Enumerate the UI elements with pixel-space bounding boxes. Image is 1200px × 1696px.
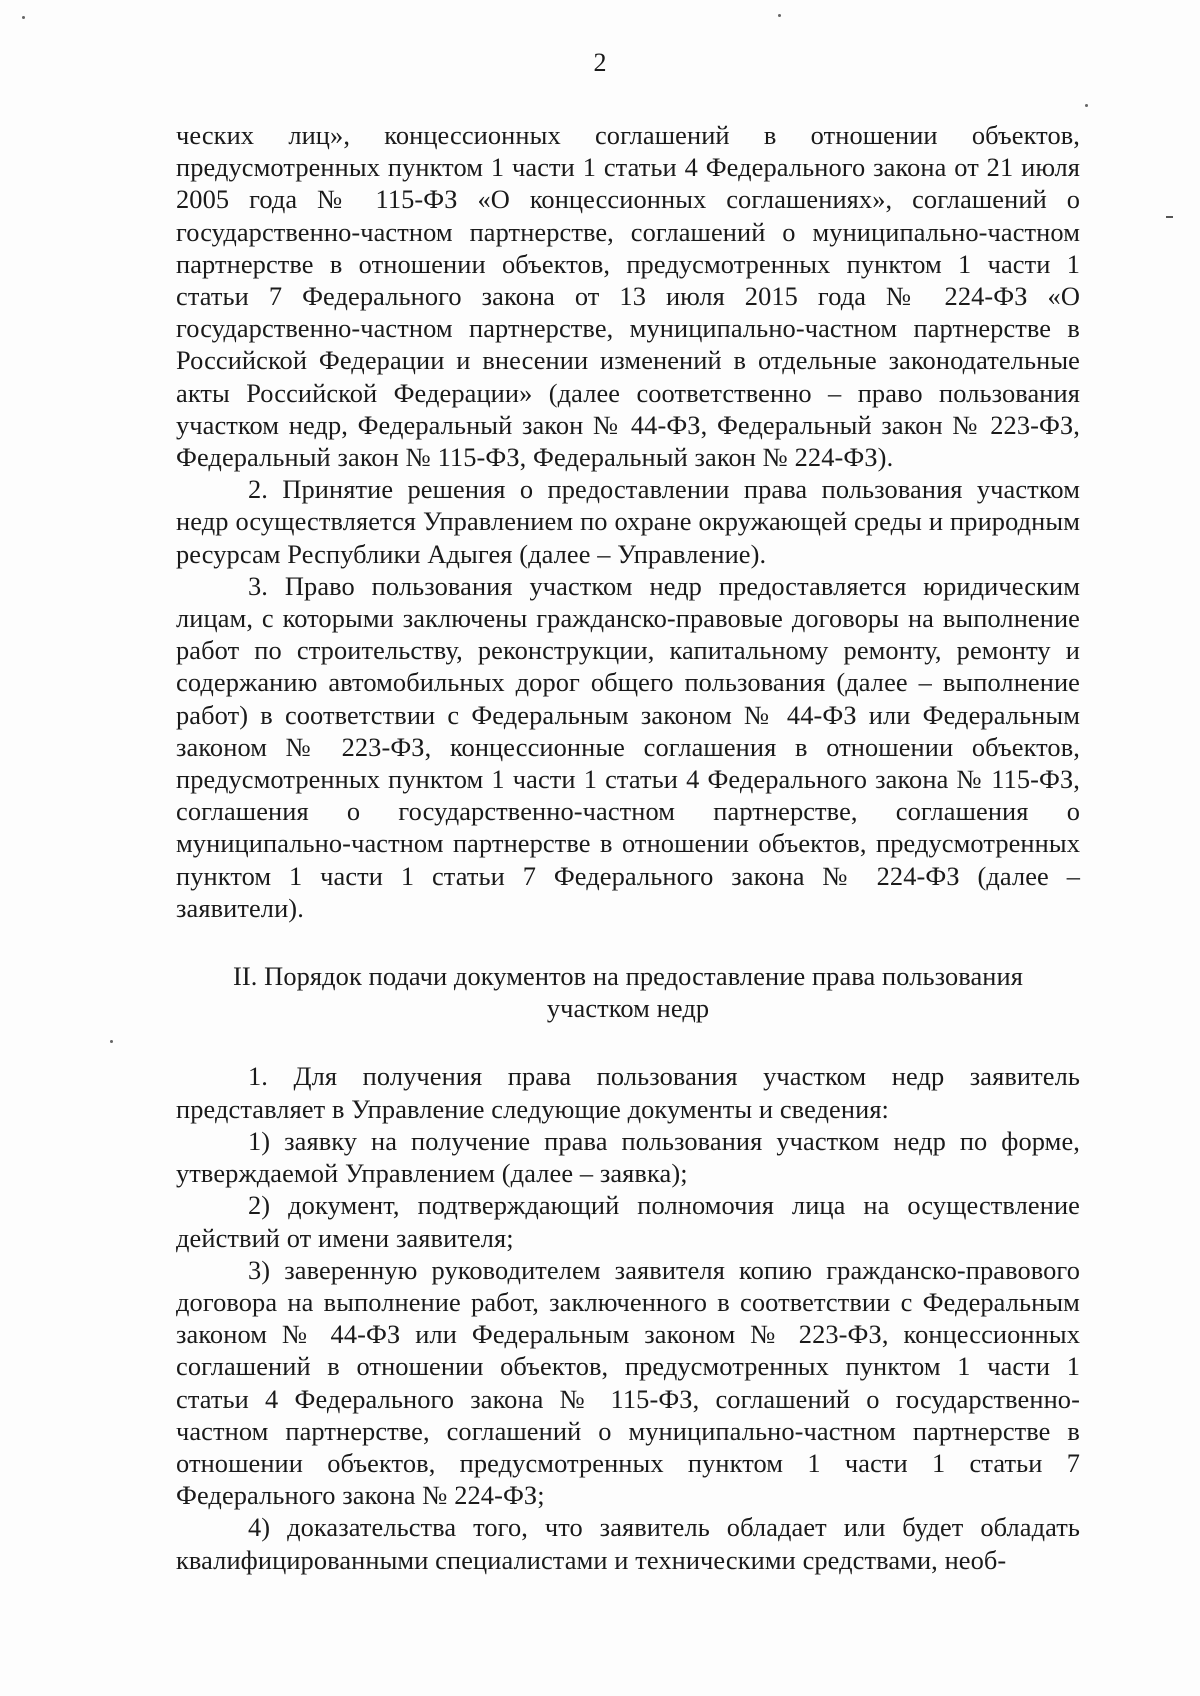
scan-speck — [1085, 104, 1088, 107]
paragraph-item-3: 3. Право пользования участком недр предоставляется юридическим лицам, с которыми заключены гражданско-правовые договоры на выполнение работ по строительству, реконструкции, капитальному ремонту, ремонту и содержанию автомобильных дорог общего пользования (далее – выполнение работ) в соответствии с Федеральным законом № 44-ФЗ или Федеральным законом № 223-ФЗ, концессионные соглашения в отношении объектов, предусмотренных пунктом 1 части 1 статьи 4 Федерального закона № 115-ФЗ, соглашения о государственно-частном партнерстве, соглашения о муниципально-частном партнерстве в отношении объектов, предусмотренных пунктом 1 части 1 статьи 7 Федерального закона № 224-ФЗ (далее – заявители). — [176, 570, 1080, 923]
paragraph-section2-item-1: 1. Для получения права пользования участком недр заявитель представляет в Управление следующие документы и сведения: — [176, 1061, 1080, 1124]
scan-speck — [778, 14, 781, 17]
paragraph-item-2: 2. Принятие решения о предоставлении права пользования участком недр осуществляется Управлением по охране окружающей среды и природным ресурсам Республики Адыгея (далее – Управление). — [176, 474, 1080, 569]
scan-speck — [110, 1040, 113, 1043]
page-number: 2 — [593, 48, 607, 77]
list-item-1: 1) заявку на получение права пользования участком недр по форме, утверждаемой Управлением (далее – заявка); — [176, 1125, 1080, 1189]
scan-speck — [1166, 216, 1173, 218]
paragraph-continuation: ческих лиц», концессионных соглашений в отношении объектов, предусмотренных пунктом 1 части 1 статьи 4 Федерального закона от 21 июля 2005 года № 115-ФЗ «О концессионных соглашениях», соглашений о государственно-частном партнерстве, соглашений о муниципально-частном партнерстве в отношении объектов, предусмотренных пунктом 1 части 1 статьи 7 Федерального закона от 13 июля 2015 года № 224-ФЗ «О государственно-частном партнерстве, муниципально-частном партнерстве в Российской Федерации и внесении изменений в отдельные законодательные акты Российской Федерации» (далее соответственно – право пользования участком недр, Федеральный закон № 44-ФЗ, Федеральный закон № 223-ФЗ, Федеральный закон № 115-ФЗ, Федеральный закон № 224-ФЗ). — [176, 120, 1080, 473]
list-item-3: 3) заверенную руководителем заявителя копию гражданско-правового договора на выполнение работ, заключенного в соответствии с Федеральным законом № 44-ФЗ или Федеральным законом № 223-ФЗ, концессионных соглашений в отношении объектов, предусмотренных пунктом 1 части 1 статьи 4 Федерального закона № 115-ФЗ, соглашений о государственно-частном партнерстве, соглашений о муниципально-частном партнерстве в отношении объектов, предусмотренных пунктом 1 части 1 статьи 7 Федерального закона № 224-ФЗ; — [176, 1254, 1080, 1511]
list-item-2: 2) документ, подтверждающий полномочия лица на осуществление действий от имени заявителя; — [176, 1190, 1080, 1253]
section-heading: II. Порядок подачи документов на предоставление права пользования участком недр — [233, 961, 1023, 1024]
document-body — [176, 119, 1080, 1576]
scan-speck — [22, 16, 25, 19]
list-item-4: 4) доказательства того, что заявитель обладает или будет обладать квалифицированными специалистами и техническими средствами, необ- — [176, 1512, 1080, 1575]
